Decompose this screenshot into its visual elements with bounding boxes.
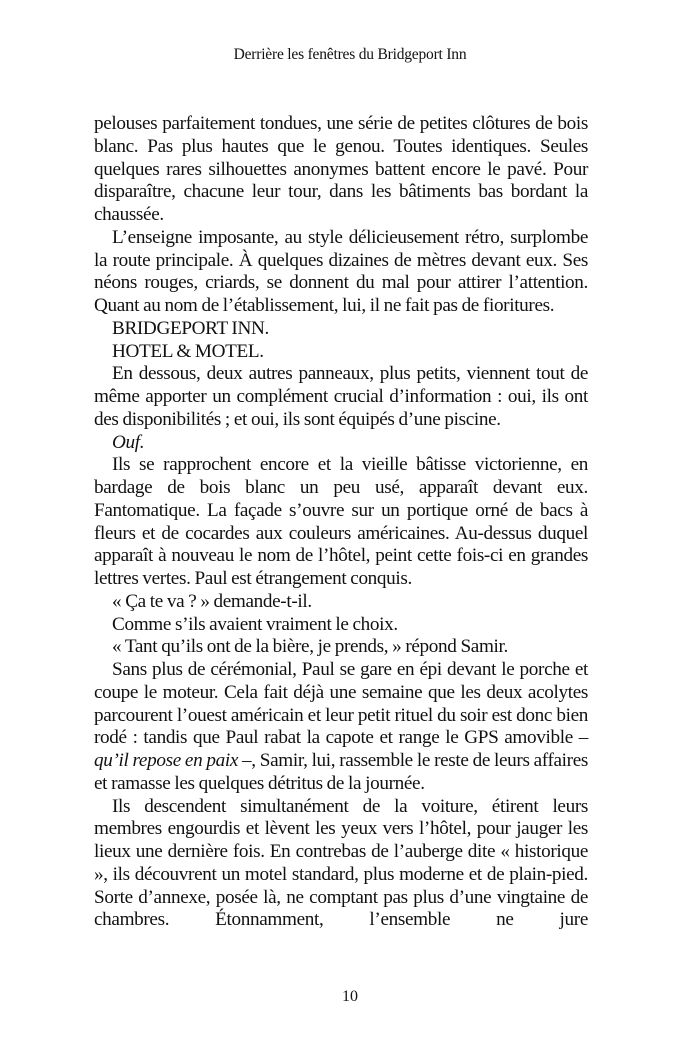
sign-line: HOTEL & MOTEL.	[112, 340, 264, 362]
italic-text: Ouf.	[112, 431, 145, 453]
text-span: –, Samir, lui, rassemble le reste de leurs affaires et ramasse les quelques détritus de la journée.	[94, 750, 588, 794]
running-head: Derrière les fenêtres du Bridgeport Inn	[233, 46, 467, 63]
page-number: 10	[342, 988, 358, 1005]
body-text	[94, 113, 588, 932]
dialogue: « Ça te va ? » demande-t-il.	[112, 590, 312, 612]
text-span: Sans plus de cérémonial, Paul se gare en épi devant le porche et coupe le moteur. Cela fait déjà une semaine que les deux acolytes parcourent l’ouest américain et leur petit rituel du soir est donc bien rodé : tandis que Paul rabat la capote et range le GPS amovible –	[94, 659, 588, 749]
sign-line: BRIDGEPORT INN.	[112, 317, 269, 339]
italic-text: qu’il repose en paix	[94, 750, 238, 771]
paragraph: En dessous, deux autres panneaux, plus petits, viennent tout de même apporter un complément crucial d’information : oui, ils ont des disponibilités ; et oui, ils sont équipés d’une piscine.	[94, 363, 588, 430]
paragraph: Comme s’ils avaient vraiment le choix.	[112, 613, 398, 635]
paragraph	[94, 659, 588, 796]
paragraph-italic	[94, 432, 588, 455]
paragraph: pelouses parfaitement tondues, une série de petites clôtures de bois blanc. Pas plus hautes que le genou. Toutes identiques. Seules quelques rares silhouettes anonymes battent encore le pavé. Pour disparaître, chacune leur tour, dans les bâtiments bas bordant la chaussée.	[94, 113, 588, 225]
paragraph: Ils se rapprochent encore et la vieille bâtisse victorienne, en bardage de bois blanc un peu usé, apparaît devant eux. Fantomatique. La façade s’ouvre sur un portique orné de bacs à fleurs et de cocardes aux couleurs américaines. Au-dessus duquel apparaît à nouveau le nom de l’hôtel, peint cette fois-ci en grandes lettres vertes. Paul est étrangement conquis.	[94, 454, 588, 589]
paragraph: L’enseigne imposante, au style délicieusement rétro, surplombe la route principale. À quelques dizaines de mètres devant eux. Ses néons rouges, criards, se donnent du mal pour attirer l’attention. Quant au nom de l’établissement, lui, il ne fait pas de fioritures.	[94, 226, 588, 316]
paragraph: Ils descendent simultanément de la voiture, étirent leurs membres engourdis et lèvent les yeux vers l’hôtel, pour jauger les lieux une dernière fois. En contrebas de l’auberge dite « historique », ils découvrent un motel standard, plus moderne et de plain-pied. Sorte d’annexe, posée là, ne comptant pas plus d’une vingtaine de chambres. Étonnamment, l’ensemble ne jure	[94, 795, 588, 931]
dialogue: « Tant qu’ils ont de la bière, je prends, » répond Samir.	[112, 636, 508, 658]
